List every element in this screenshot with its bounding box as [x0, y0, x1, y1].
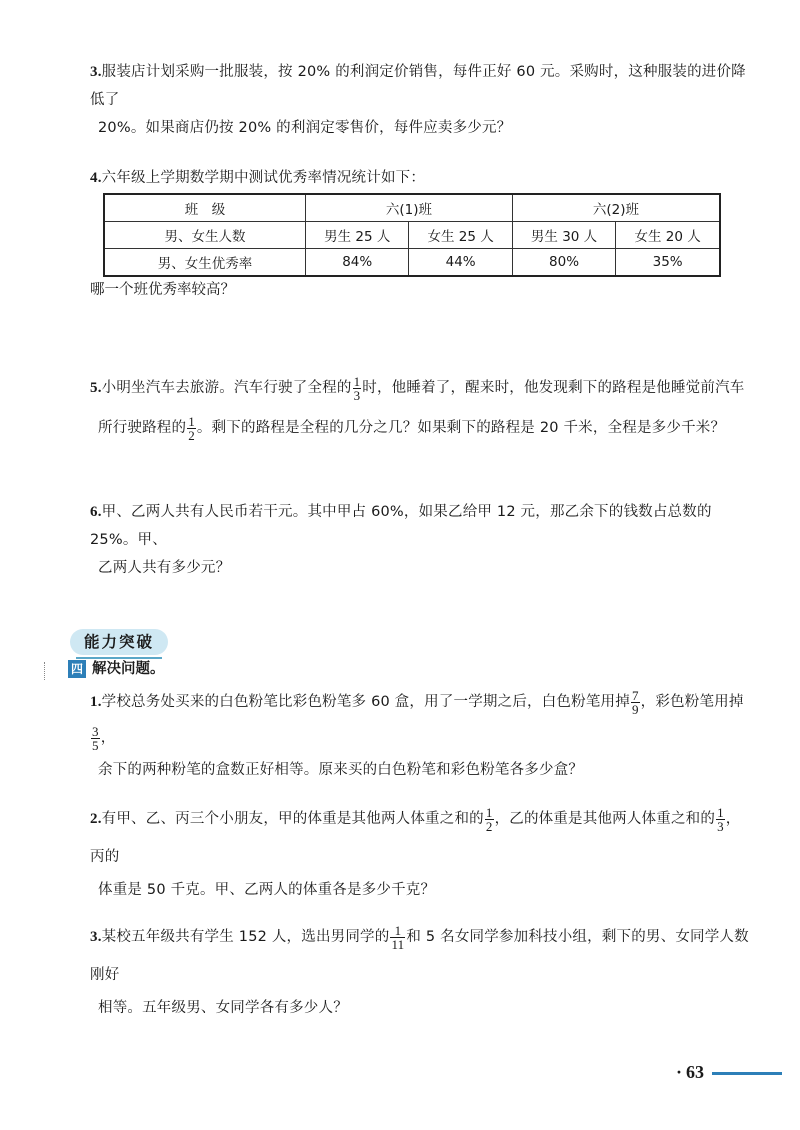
problem-text: 。剩下的路程是全程的几分之几？如果剩下的路程是 20 千米，全程是多少千米？	[196, 420, 726, 436]
exercise-1-line-2	[90, 756, 750, 784]
problem-text: ，乙的体重是其他两人体重之和的	[494, 811, 716, 827]
problem-3-line-2	[90, 114, 750, 142]
fraction	[485, 806, 494, 833]
exercise-2-line-2	[90, 876, 750, 904]
page-number	[676, 1061, 704, 1083]
problem-text: 甲、乙两人共有人民币若干元。其中甲占 60%，如果乙给甲 12 元，那乙余下的钱数占总数的 25%。甲、	[90, 504, 712, 548]
table-cell: 班 级	[104, 194, 306, 222]
exercise-3-line-1	[90, 918, 750, 994]
problem-number: 3.	[90, 64, 102, 80]
page-number-rule	[712, 1072, 782, 1075]
problem-number: 3.	[90, 929, 102, 945]
problem-number: 4.	[90, 170, 102, 186]
problem-number: 6.	[90, 504, 102, 520]
table-row	[104, 249, 720, 277]
table-cell: 六(2)班	[512, 194, 720, 222]
stats-table	[103, 193, 721, 277]
fraction	[716, 806, 725, 833]
table-cell: 男、女生人数	[104, 222, 306, 249]
problem-5-line-1	[90, 368, 750, 408]
exercise-3	[90, 918, 750, 1022]
problem-text: 和 5 名女同学参加科技小组，剩下的男、女同学人数刚好	[90, 929, 749, 983]
table-cell: 80%	[512, 249, 615, 277]
exercise-3-line-2	[90, 994, 750, 1022]
fraction-denominator: 3	[717, 818, 724, 834]
problem-text: ，彩色粉笔用掉	[640, 694, 744, 710]
problem-text: ，	[100, 730, 116, 746]
problem-6-line-1	[90, 498, 750, 554]
table-cell: 女生 20 人	[616, 222, 720, 249]
margin-marker	[44, 662, 48, 680]
problem-5	[90, 368, 750, 448]
fraction	[631, 689, 640, 716]
problem-5-line-2	[90, 408, 750, 448]
problem-number: 5.	[90, 380, 102, 396]
table-row	[104, 222, 720, 249]
fraction	[353, 375, 362, 402]
table-cell: 男、女生优秀率	[104, 249, 306, 277]
fraction-denominator: 11	[391, 936, 405, 952]
fraction-denominator: 2	[485, 818, 493, 834]
fraction-denominator: 3	[353, 387, 361, 403]
page-number-dot: ·	[676, 1062, 683, 1082]
problem-text: 服装店计划采购一批服装，按 20% 的利润定价销售，每件正好 60 元。采购时，这种服装的进价降低了	[90, 64, 746, 108]
fraction-denominator: 2	[188, 427, 195, 443]
fraction-numerator: 7	[631, 687, 639, 703]
table-cell: 44%	[409, 249, 512, 277]
problem-text: 小明坐汽车去旅游。汽车行驶了全程的	[101, 380, 352, 396]
problem-number: 1.	[90, 694, 102, 710]
fraction-denominator: 5	[92, 737, 99, 753]
table-cell: 男生 30 人	[512, 222, 615, 249]
table-cell: 84%	[306, 249, 409, 277]
problem-3	[90, 58, 750, 142]
fraction-denominator: 9	[631, 701, 639, 717]
problem-6-line-2	[90, 554, 750, 582]
problem-6	[90, 498, 750, 582]
problem-text: 有甲、乙、丙三个小朋友，甲的体重是其他两人体重之和的	[101, 811, 484, 827]
fraction-numerator: 1	[353, 373, 361, 389]
problem-number: 2.	[90, 811, 102, 827]
problem-text: 时，他睡着了，醒来时，他发现剩下的路程是他睡觉前汽车	[362, 380, 745, 396]
fraction	[187, 415, 196, 442]
problem-4	[90, 164, 750, 192]
problem-text: 乙两人共有多少元？	[98, 560, 231, 576]
problem-text: 学校总务处买来的白色粉笔比彩色粉笔多 60 盒，用了一学期之后，白色粉笔用掉	[101, 694, 630, 710]
problem-text: 余下的两种粉笔的盒数正好相等。原来买的白色粉笔和彩色粉笔各多少盒？	[98, 762, 584, 778]
fraction-numerator: 1	[485, 804, 493, 820]
fraction-numerator: 1	[394, 922, 402, 938]
table-cell: 六(1)班	[306, 194, 513, 222]
table-cell: 女生 25 人	[409, 222, 512, 249]
page-number-value: 63	[686, 1062, 705, 1082]
fraction	[390, 924, 405, 951]
section-title: 能力突破	[70, 629, 168, 655]
fraction-numerator: 1	[188, 413, 195, 429]
exercise-2	[90, 800, 750, 904]
fraction-numerator: 1	[717, 804, 724, 820]
fraction	[91, 725, 100, 752]
table-cell: 男生 25 人	[306, 222, 409, 249]
table-row	[104, 194, 720, 222]
problem-text: ，丙的	[90, 811, 741, 865]
problem-3-line-1	[90, 58, 750, 114]
problem-text: 所行驶路程的	[98, 420, 187, 436]
problem-text: 体重是 50 千克。甲、乙两人的体重各是多少千克？	[98, 882, 436, 898]
fraction-numerator: 3	[92, 723, 99, 739]
problem-text: 六年级上学期数学期中测试优秀率情况统计如下：	[101, 170, 426, 186]
problem-4-question: 哪一个班优秀率较高？	[90, 282, 235, 298]
part-label: 解决问题。	[92, 661, 165, 677]
exercise-1	[90, 684, 750, 784]
problem-text: 20%。如果商店仍按 20% 的利润定零售价，每件应卖多少元？	[98, 120, 512, 136]
problem-text: 某校五年级共有学生 152 人，选出男同学的	[101, 929, 390, 945]
exercise-1-line-1	[90, 684, 750, 756]
table-cell: 35%	[616, 249, 720, 277]
part-marker: 四	[68, 660, 86, 678]
exercise-2-line-1	[90, 800, 750, 876]
problem-text: 相等。五年级男、女同学各有多少人？	[98, 1000, 348, 1016]
